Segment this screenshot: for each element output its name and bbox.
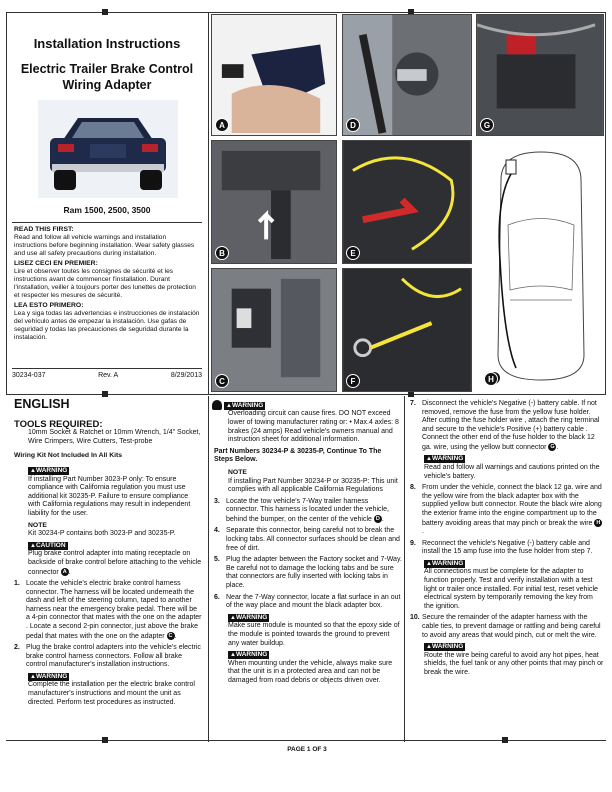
warning-badge: ▲ WARNING — [28, 673, 69, 681]
read-first-en-text: Read and follow all vehicle warnings and installation instructions before beginning installation. Wear safety glasses and use all safety precautions during installation. — [14, 234, 195, 257]
ref-d-icon: D — [374, 515, 382, 523]
photo-label-f: F — [346, 374, 360, 388]
text-column-3 — [408, 400, 604, 681]
warning-california: If installing Part Number 3023-P only: To ensure compliance with California regulation you must use additional kit 30235-P. Failure to ensure compliance with California regulations may result in independent liability for the user. — [28, 475, 191, 517]
language-heading: ENGLISH — [14, 397, 70, 411]
frame-tick — [102, 9, 108, 15]
warning-badge: ▲ WARNING — [424, 643, 465, 651]
frame-top-rule — [6, 12, 606, 13]
kit-note: Wiring Kit Not Included In All Kits — [14, 452, 123, 460]
warning-badge: ▲ WARNING — [228, 614, 269, 622]
frame-tick — [102, 737, 108, 743]
caution-badge: ▲ CAUTION — [28, 542, 68, 550]
note-heading: NOTE — [28, 521, 47, 529]
doc-meta — [12, 372, 202, 379]
vehicle-wiring-diagram — [476, 140, 606, 390]
doc-subtitle-2: Wiring Adapter — [62, 78, 152, 92]
warning-badge: ▲ WARNING — [424, 560, 465, 568]
step-6: 6. Near the 7-Way connector, locate a flat surface in an out of the way place and mount the black adapter box. — [214, 593, 401, 610]
page-number: PAGE 1 OF 3 — [287, 746, 327, 753]
title-block — [12, 36, 202, 93]
photo-label-e: E — [346, 246, 360, 260]
photo-label-b: B — [215, 246, 229, 260]
tools-list: 10mm Socket & Ratchet or 10mm Wrench, 1/4" Socket, Wire Crimpers, Wire Cutters, Test-probe — [28, 429, 201, 445]
warning-route: Route the wire being careful to avoid any hot pipes, heat shields, the fuel tank or any other points that may pinch or break the wire. — [424, 651, 604, 676]
photo-c — [211, 268, 337, 392]
truck-photo — [38, 100, 178, 198]
photo-e — [342, 140, 472, 264]
warning-badge: ▲ WARNING — [28, 467, 69, 475]
photo-f — [342, 268, 472, 392]
note-heading: NOTE — [228, 469, 247, 476]
step-4: 4. Separate this connector, being careful not to break the locking tabs. All connector surfaces should be clean and free of dirt. — [214, 527, 400, 552]
step-2: 2. Plug the brake control adapters into the vehicle's electric brake control harness connectors. Follow all brake control manufacturer's installation instructions. — [14, 643, 201, 669]
warning-epoxy: Make sure module is mounted so that the epoxy side of the module is pointed towards the ground to prevent any water buildup. — [228, 622, 400, 647]
note-california: If installing Part Number 30234-P or 30235-P: This unit complies with all applicable California Regulations — [228, 477, 398, 494]
step-5: 5. Plug the adapter between the Factory socket and 7-Way. Be careful not to damage the locking tabs and be sure that connectors are fully inserted with locking tabs in place. — [214, 556, 402, 589]
read-first-es-text: Lea y siga todas las advertencias e instrucciones de instalación del vehículo antes de empezar la instalación. Use gafas de seguridad y todas las precauciones de seguridad durante la instalación. — [14, 310, 200, 341]
read-first-en-head: READ THIS FIRST: — [14, 226, 74, 233]
photo-label-g: G — [480, 118, 494, 132]
read-first-es-head: LEA ESTO PRIMERO: — [14, 302, 84, 309]
step-7: 7. Disconnect the vehicle's Negative (-) battery cable. If not removed, remove the fuse from the yellow fuse holder. After cutting the fuse holder wire , attach the ring terminal and secure to the vehicle's Positive (+) battery cable . Connect the other end of the fuse holder to the black 12 ga. wire, using the yellow butt connector G . — [410, 400, 600, 451]
doc-subtitle-1: Electric Trailer Brake Control — [20, 62, 194, 76]
warning-badge: ▲ WARNING — [224, 402, 265, 410]
warning-badge: ▲ WARNING — [228, 651, 269, 659]
photo-g — [476, 14, 604, 136]
frame-mid-rule — [208, 12, 209, 394]
tools-heading: TOOLS REQUIRED: — [14, 418, 103, 430]
warning-overload: Overloading circuit can cause fires. DO NOT exceed lower of towing manufacturer rating or: • Max.4 axles: 8 brakes (24 amps) Read vehicle's owners manual and instruction sheet for additional information. — [228, 410, 399, 444]
read-first-box — [12, 222, 202, 369]
warning-battery: Read and follow all warnings and cautions printed on the vehicle's battery. — [424, 464, 600, 480]
step-9: 9. Reconnect the vehicle's Negative (-) battery cable and install the 15 amp fuse into the fuse holder from step 7. — [410, 539, 593, 556]
photo-label-c: C — [215, 374, 229, 388]
vehicle-models: Ram 1500, 2500, 3500 — [63, 205, 151, 215]
photo-b — [211, 140, 337, 264]
doc-title: Installation Instructions — [33, 36, 181, 51]
warning-connections: All connections must be complete for the adapter to function properly. Test and verify installation with a test light or trailer once installed. For initial test, reset vehicle electrical system by temporarily removing the key from the ignition. — [424, 568, 598, 610]
step-3: 3. Locate the tow vehicle's 7-Way trailer harness connector. This harness is located under the vehicle, behind the bumper, on the center of the vehicle D . — [214, 497, 389, 523]
photo-label-h: H — [484, 372, 498, 386]
frame-left-rule — [6, 12, 7, 394]
text-column-2 — [212, 400, 402, 689]
step-8: 8. From under the vehicle, connect the black 12 ga. wire and the yellow wire from the black adapter box with the supplied yellow butt connector. Route the black wire along the exterior frame into the engine compartment up to the battery avoiding areas that may pinch or break the wire H. — [410, 484, 602, 535]
ref-a-icon: A — [61, 568, 69, 576]
frame-tick — [102, 391, 108, 397]
step-1: 1. Locate the vehicle's electric brake control harness connector. The harness will be located underneath the dash and left of the steering column, taped to another harness near the emergency brake pedal. There will be a 4-pin connector that mates with the one on the adapter . Locate a second 2-pin connector, just above the brake pedal that mates with the one on the adapter C . — [14, 579, 202, 640]
frame-bottom-rule — [6, 740, 606, 741]
column-divider — [404, 396, 405, 742]
warning-mount: When mounting under the vehicle, always make sure that the unit is in a protected area and can not be damaged from road debris or objects driven over. — [228, 659, 393, 684]
note-kit: Kit 30234-P contains both 3023-P and 30235-P. — [28, 530, 176, 538]
photo-label-a: A — [215, 118, 229, 132]
text-column-1 — [12, 397, 202, 710]
ref-h-icon: H — [594, 519, 602, 527]
photo-label-d: D — [346, 118, 360, 132]
step-10: 10. Secure the remainder of the adapter harness with the cable ties, to prevent damage or rattling and being careful to avoid any areas that would pinch, cut or melt the wire. — [410, 614, 601, 639]
warning-complete: Complete the installation per the electric brake control manufacturer's instructions and mount the unit as directed. Perform test procedures as instructed. — [28, 681, 195, 706]
ref-c-icon: C — [167, 632, 175, 640]
read-first-fr-text: Lire et observer toutes les consignes de sécurité et les instructions avant de commencer l'installation. Durant l'installation, veiller à toujours porter des lunettes de protection et respecter les mesures de sécurité. — [14, 268, 196, 299]
column-divider — [208, 396, 209, 742]
read-first-fr-head: LISEZ CECI EN PREMIER: — [14, 260, 98, 267]
photo-a — [211, 14, 337, 136]
doc-date: 8/29/2013 — [170, 372, 202, 379]
caution-text: Plug brake control adapter into mating receptacle on backside of brake control before attaching to the vehicle connector A . — [28, 550, 202, 576]
revision: Rev. A — [98, 372, 119, 379]
frame-tick — [502, 737, 508, 743]
frame-middle-rule — [6, 394, 606, 395]
photo-d — [342, 14, 472, 136]
warning-badge: ▲ WARNING — [424, 455, 465, 463]
fire-hazard-icon — [212, 400, 222, 410]
part-number: 30234-037 — [12, 372, 46, 379]
ref-g-icon: G — [550, 443, 555, 450]
parts-heading: Part Numbers 30234-P & 30235-P, Continue To The Steps Below. — [214, 447, 382, 464]
